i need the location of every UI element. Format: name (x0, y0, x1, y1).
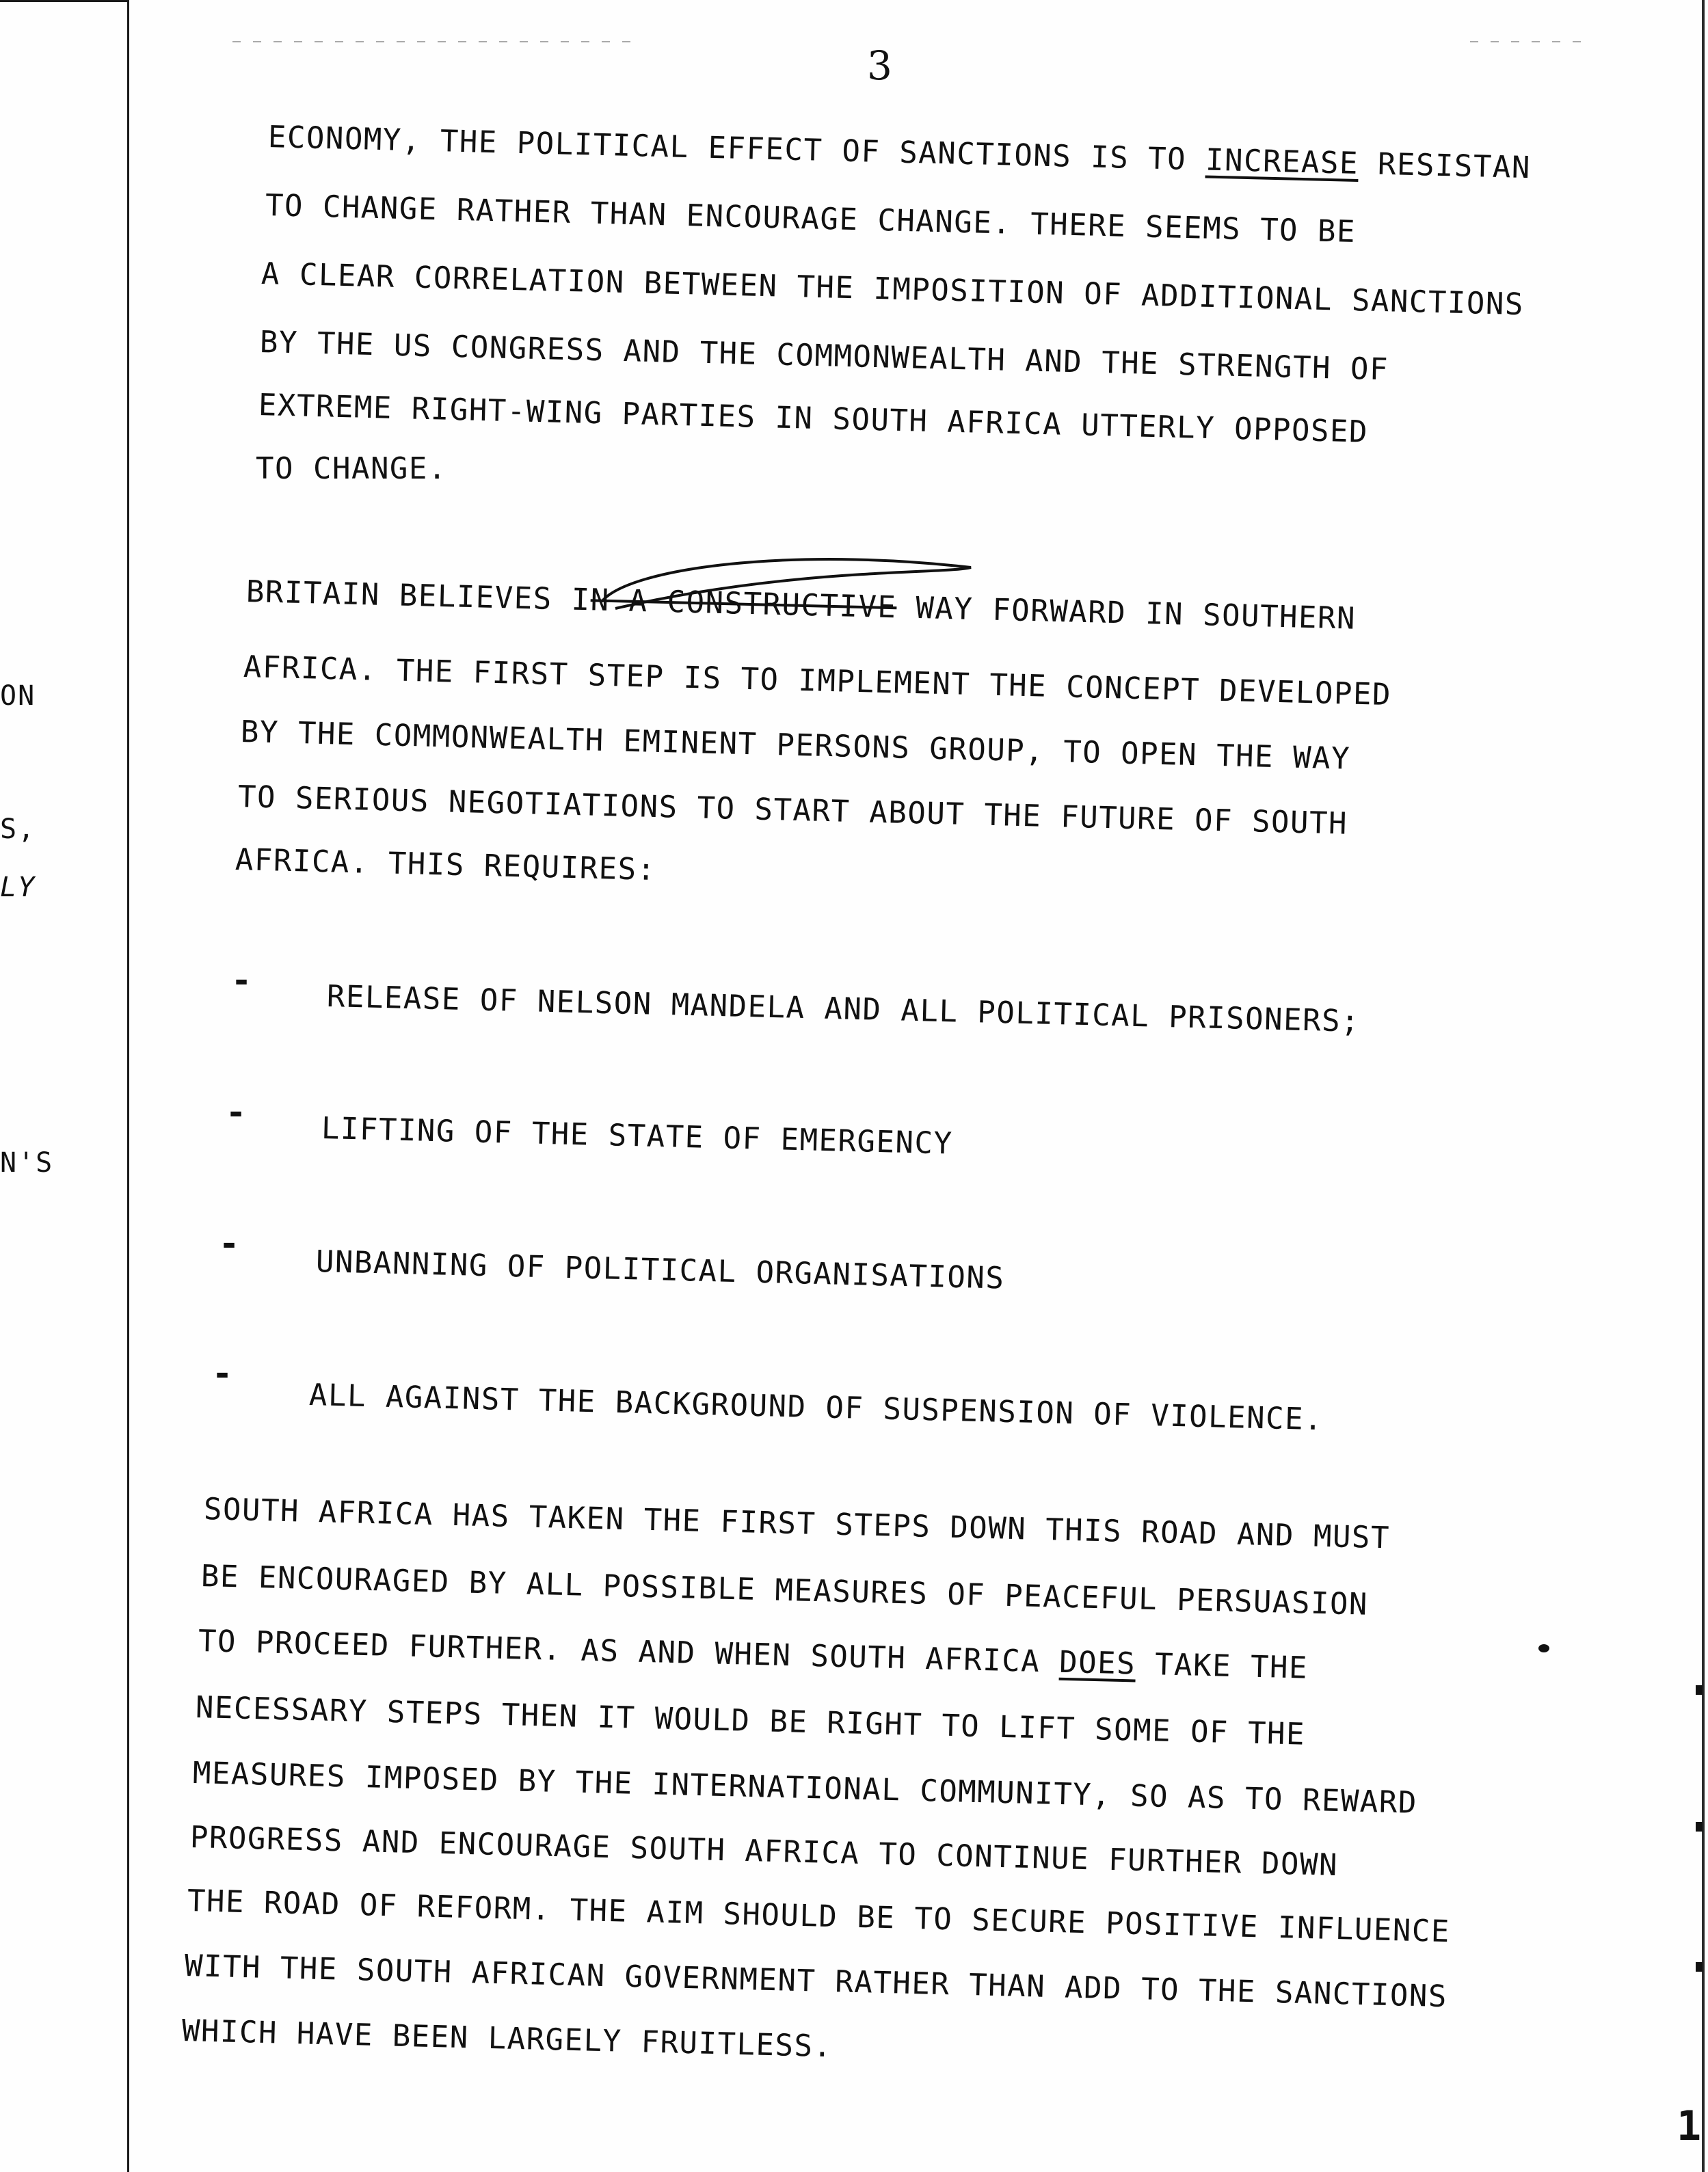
underlined-increase: INCREASE (1205, 142, 1359, 181)
paragraph-2-line-1: BRITAIN BELIEVES IN A CONSTRUCTIVE WAY FORWARD IN SOUTHERN (245, 574, 1357, 636)
paragraph-2-line-3: BY THE COMMONWEALTH EMINENT PERSONS GROUP, TO OPEN THE WAY (240, 714, 1351, 777)
paragraph-1-line-2: TO CHANGE RATHER THAN ENCOURAGE CHANGE. THERE SEEMS TO BE (265, 188, 1357, 250)
left-margin-rule (127, 0, 129, 2172)
paragraph-2-line-4: TO SERIOUS NEGOTIATIONS TO START ABOUT THE FUTURE OF SOUTH (237, 779, 1348, 842)
bullet-dash: - (219, 1224, 240, 1263)
paragraph-3-line-4: NECESSARY STEPS THEN IT WOULD BE RIGHT TO LIFT SOME OF THE (195, 1690, 1306, 1752)
margin-fragment: ON (0, 680, 36, 712)
paragraph-1-line-6: TO CHANGE. (256, 451, 447, 486)
stray-mark (1538, 1644, 1549, 1652)
bullet-dash: - (226, 1092, 247, 1132)
bullet-item-3: UNBANNING OF POLITICAL ORGANISATIONS (315, 1244, 1005, 1296)
paragraph-1-line-5: EXTREME RIGHT-WING PARTIES IN SOUTH AFRICA UTTERLY OPPOSED (258, 388, 1369, 450)
faint-header-marks (232, 41, 643, 42)
paragraph-3-line-1: SOUTH AFRICA HAS TAKEN THE FIRST STEPS DOWN THIS ROAD AND MUST (203, 1492, 1391, 1556)
paragraph-1-line-1: ECONOMY, THE POLITICAL EFFECT OF SANCTIONS IS TO INCREASE RESISTAN (267, 120, 1532, 186)
right-edge-rule (1702, 0, 1705, 2172)
paragraph-1-line-3: A CLEAR CORRELATION BETWEEN THE IMPOSITION OF ADDITIONAL SANCTIONS (261, 256, 1525, 323)
paragraph-3-line-3: TO PROCEED FURTHER. AS AND WHEN SOUTH AFRICA DOES TAKE THE (198, 1624, 1309, 1686)
paragraph-3-line-8: WITH THE SOUTH AFRICAN GOVERNMENT RATHER THAN ADD TO THE SANCTIONS (184, 1948, 1448, 2015)
paragraph-2-line-2: AFRICA. THE FIRST STEP IS TO IMPLEMENT THE CONCEPT DEVELOPED (243, 649, 1392, 713)
underlined-does: DOES (1058, 1644, 1136, 1682)
bullet-item-1: RELEASE OF NELSON MANDELA AND ALL POLITICAL PRISONERS; (326, 979, 1361, 1039)
paragraph-1-line-4: BY THE US CONGRESS AND THE COMMONWEALTH AND THE STRENGTH OF (259, 325, 1389, 388)
margin-fragment: S, (0, 814, 36, 845)
paragraph-3-line-9: WHICH HAVE BEEN LARGELY FRUITLESS. (181, 2013, 833, 2065)
bullet-item-4: ALL AGAINST THE BACKGROUND OF SUSPENSION OF VIOLENCE. (308, 1378, 1324, 1438)
margin-fragment: LY (0, 872, 36, 903)
edge-tick (1696, 1685, 1703, 1695)
edge-mark: 1 (1677, 2102, 1702, 2150)
faint-header-marks-right (1470, 41, 1593, 42)
edge-tick (1696, 1822, 1703, 1832)
edge-tick (1696, 1962, 1703, 1972)
bullet-item-2: LIFTING OF THE STATE OF EMERGENCY (321, 1111, 954, 1162)
paragraph-3-line-6: PROGRESS AND ENCOURAGE SOUTH AFRICA TO CONTINUE FURTHER DOWN (189, 1820, 1339, 1883)
paragraph-3-line-7: THE ROAD OF REFORM. THE AIM SHOULD BE TO SECURE POSITIVE INFLUENCE (187, 1883, 1451, 1950)
page-number: 3 (867, 42, 892, 89)
struck-text: N A CONSTRUCTIVE (590, 582, 898, 626)
bullet-dash: - (212, 1354, 233, 1393)
paragraph-3-line-5: MEASURES IMPOSED BY THE INTERNATIONAL COMMUNITY, SO AS TO REWARD (192, 1756, 1418, 1821)
margin-fragment: N'S (0, 1147, 54, 1179)
paragraph-2-line-5: AFRICA. THIS REQUIRES: (235, 842, 657, 888)
bullet-dash: - (231, 961, 252, 1000)
paragraph-3-line-2: BE ENCOURAGED BY ALL POSSIBLE MEASURES OF PEACEFUL PERSUASION (200, 1559, 1369, 1622)
top-left-rule (0, 0, 127, 2)
